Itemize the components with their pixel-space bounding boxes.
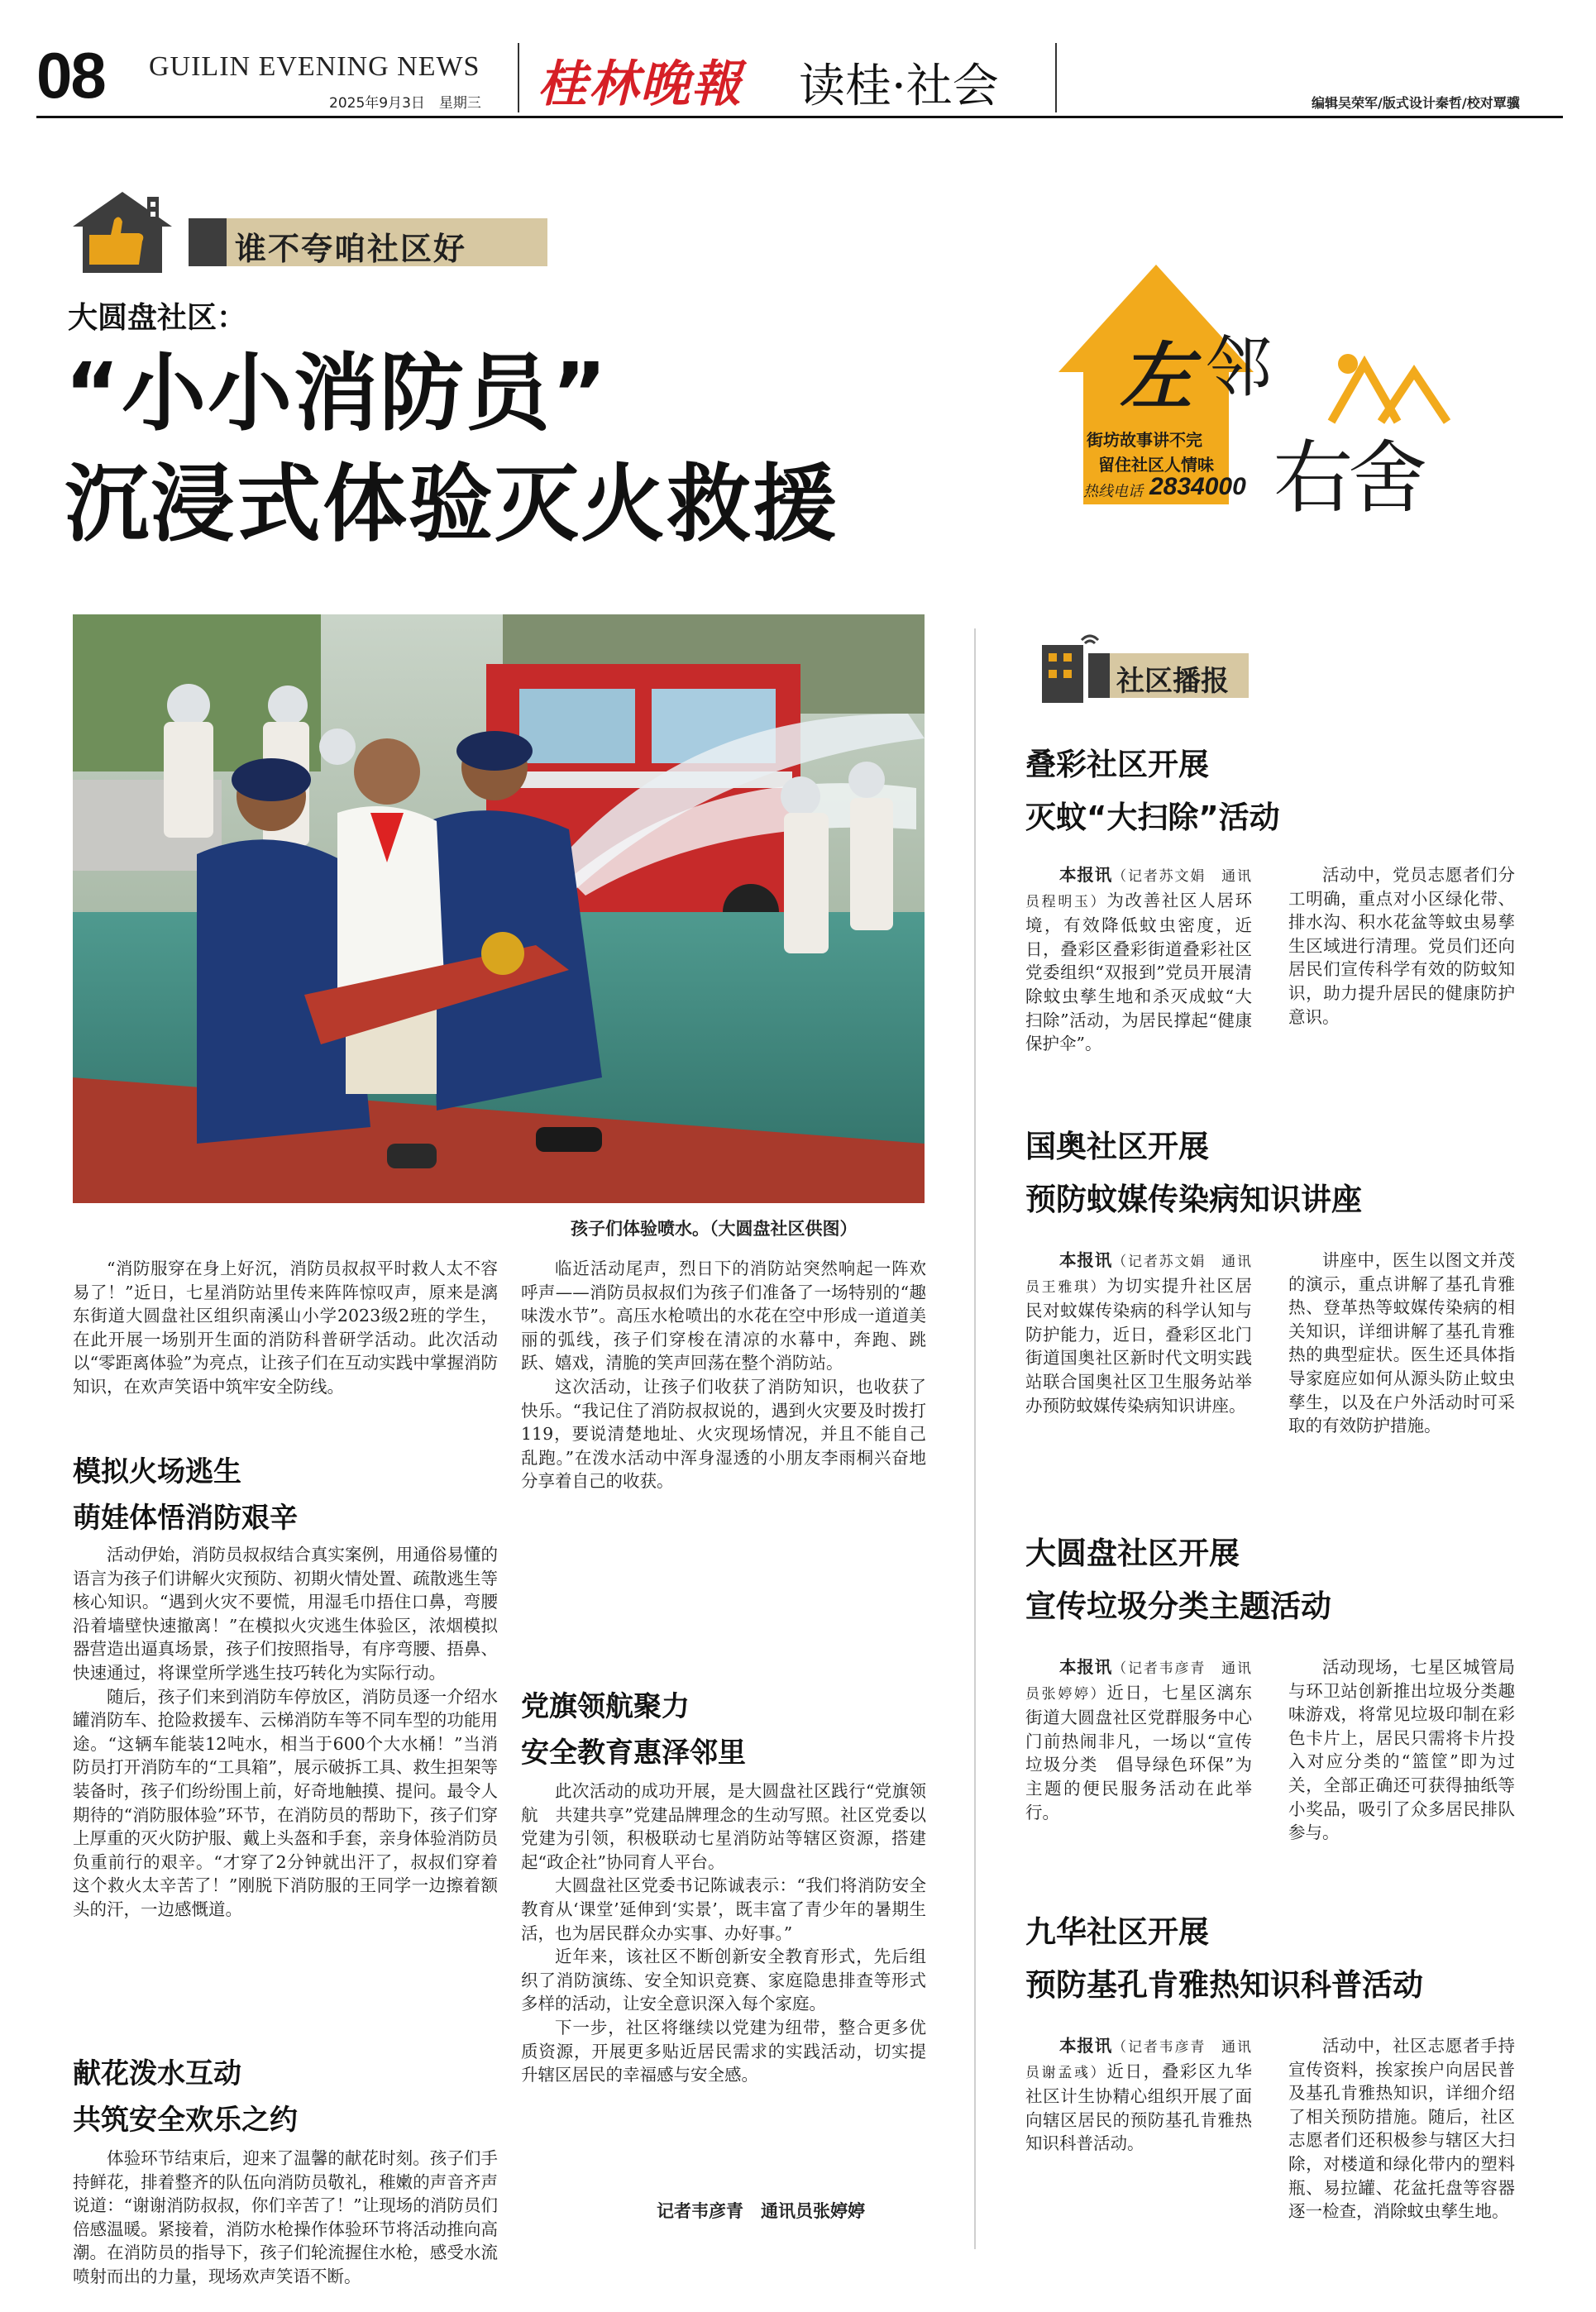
section1-body bbox=[73, 1543, 498, 1922]
news1-credit: （记者苏文娟 通讯员程明玉） bbox=[1025, 868, 1253, 910]
lead-paragraph: “消防服穿在身上好沉，消防员叔叔平时救人太不容易了！”近日，七星消防站里传来阵阵惊叹声，原来是漓东街道大圆盘社区组织南溪山小学2023级2班的学生，在此开展一场别开生面的消防科普研学活动。此次活动以“零距离体验”为亮点，让孩子们在互动实践中掌握消防知识，在欢声笑语中筑牢安全防线。 bbox=[73, 1259, 498, 1397]
article-lead bbox=[73, 1257, 498, 1399]
community-broadcast-banner bbox=[1034, 612, 1257, 703]
column-banner bbox=[65, 185, 495, 275]
news2-title-2: 预防蚊媒传染病知识讲座 bbox=[1025, 1182, 1362, 1217]
news4-body-col2 bbox=[1288, 2034, 1515, 2224]
banner-label: 社区播报 bbox=[1116, 665, 1229, 698]
photo-caption: 孩子们体验喷水。（大圆盘社区供图） bbox=[571, 1219, 858, 1239]
news1-body-col1 bbox=[1025, 863, 1252, 1056]
section3-title-1: 党旗领航聚力 bbox=[521, 1690, 690, 1723]
page-number: 08 bbox=[36, 39, 105, 112]
news4-text-a2: 活动中，社区志愿者手持宣传资料，挨家挨户向居民普及基孔肯雅热知识，详细介绍了相关预防措施。随后，社区志愿者们还积极参与辖区大扫除，对楼道和绿化带内的塑料瓶、易拉罐、花盆托盘等容器逐一检查，消除蚊虫孳生地。 bbox=[1288, 2036, 1515, 2222]
logo-tagline-2: 留住社区人情味 bbox=[1098, 455, 1214, 475]
section3-paragraph-4: 下一步，社区将继续以党建为纽带，整合更多优质资源，开展更多贴近居民需求的实践活动，切实提升辖区居民的幸福感与安全感。 bbox=[521, 2017, 926, 2085]
masthead-divider bbox=[518, 43, 519, 112]
logo-char-left: 左 bbox=[1120, 333, 1193, 419]
banner-label-accent bbox=[1088, 653, 1110, 698]
news3-text-a: 近日，七星区漓东街道大圆盘社区党群服务中心门前热闹非凡，一场以“宣传垃圾分类 倡导绿色环保”为主题的便民服务活动在此举行。 bbox=[1025, 1682, 1253, 1822]
section-name: 读桂·社会 bbox=[799, 60, 999, 113]
news4-credit: （记者韦彦青 通讯员谢孟彧） bbox=[1025, 2039, 1253, 2081]
logo-chars-right: 右舍 bbox=[1273, 432, 1422, 524]
section3-paragraph-2: 大圆盘社区党委书记陈诚表示：“我们将消防安全教育从‘课堂’延伸到‘实景’，既丰富了青少年的暑期生活，也为居民群众办实事、办好事。” bbox=[521, 1875, 926, 1943]
news1-title-2: 灭蚊“大扫除”活动 bbox=[1025, 800, 1280, 835]
news4-label: 本报讯 bbox=[1059, 2036, 1113, 2056]
neighbors-column-logo bbox=[1050, 256, 1480, 537]
column-divider bbox=[974, 628, 976, 2249]
news1-title-1: 叠彩社区开展 bbox=[1025, 747, 1209, 782]
news3-body-col2 bbox=[1288, 1655, 1515, 1845]
section1-title-2: 萌娃体悟消防艰辛 bbox=[73, 1502, 298, 1535]
news4-text-a: 近日，叠彩区九华社区计生协精心组织开展了面向辖区居民的预防基孔肯雅热知识科普活动。 bbox=[1025, 2061, 1253, 2154]
section1-paragraph-1: 活动伊始，消防员叔叔结合真实案例，用通俗易懂的语言为孩子们讲解火灾预防、初期火情处置、疏散逃生等核心知识。“遇到火灾不要慌，用湿毛巾捂住口鼻，弯腰沿着墙壁快速撤离！”在模拟火灾逃生体验区，浓烟模拟器营造出逼真场景，孩子们按照指导，有序弯腰、捂鼻、快速通过，将课堂所学逃生技巧转化为实际行动。 bbox=[73, 1545, 498, 1683]
section2-paragraph-3: 这次活动，让孩子们收获了消防知识，也收获了快乐。“我记住了消防叔叔说的，遇到火灾要及时拨打119，要说清楚地址、火灾现场情况，并且不能自己乱跑。”在泼水活动中浑身湿透的小朋友李雨桐兴奋地分享着自己的收获。 bbox=[521, 1376, 926, 1492]
news2-label: 本报讯 bbox=[1059, 1250, 1113, 1270]
news1-text-a: 为改善社区人居环境，有效降低蚊虫密度，近日，叠彩区叠彩街道叠彩社区党委组织“双报到”党员开展清除蚊虫孳生地和杀灭成蚊“大扫除”活动，为居民撑起“健康保护伞”。 bbox=[1025, 890, 1253, 1054]
masthead-rule bbox=[36, 116, 1563, 118]
logo-hotline-label: 热线电话 bbox=[1083, 483, 1143, 500]
house-thumbs-up-icon bbox=[65, 185, 189, 275]
section2-body-continued bbox=[521, 1257, 926, 1493]
article-byline: 记者韦彦青 通讯员张婷婷 bbox=[657, 2201, 865, 2221]
section3-body bbox=[521, 1779, 926, 2087]
section3-paragraph-1: 此次活动的成功开展，是大圆盘社区践行“党旗领航 共建共享”党建品牌理念的生动写照。社区党委以党建为引领，积极联动七星消防站等辖区资源，搭建起“政企社”协同育人平台。 bbox=[521, 1781, 926, 1872]
editor-credits: 编辑吴荣军/版式设计秦哲/校对覃骥 bbox=[1312, 95, 1520, 111]
news2-credit: （记者苏文娟 通讯员王雅琪） bbox=[1025, 1254, 1253, 1296]
news1-body-col2 bbox=[1288, 863, 1515, 1029]
headline-line-1: “小小消防员” bbox=[65, 345, 609, 443]
article-kicker: 大圆盘社区： bbox=[68, 301, 247, 335]
headline-line-2: 沉浸式体验灭火救援 bbox=[65, 456, 839, 554]
section1-title-1: 模拟火场逃生 bbox=[73, 1455, 241, 1488]
news3-title-1: 大圆盘社区开展 bbox=[1025, 1536, 1240, 1571]
news1-label: 本报讯 bbox=[1059, 865, 1113, 885]
section3-paragraph-3: 近年来，该社区不断创新安全教育形式，先后组织了消防演练、安全知识竞赛、家庭隐患排查等形式多样的活动，让安全意识深入每个家庭。 bbox=[521, 1947, 926, 2014]
section3-title-2: 安全教育惠泽邻里 bbox=[521, 1736, 746, 1770]
news3-text-a2: 活动现场，七星区城管局与环卫站创新推出垃圾分类趣味游戏，将常见垃圾印制在彩色卡片上，居民只需将卡片投入对应分类的“篮筐”即为过关，全部正确还可获得抽纸等小奖品，吸引了众多居民排队参与。 bbox=[1288, 1657, 1515, 1843]
news2-text-a2: 讲座中，医生以图文并茂的演示，重点讲解了基孔肯雅热、登革热等蚊媒传染病的相关知识，详细讲解了基孔肯雅热的典型症状。医生还具体指导家庭应如何从源头防止蚊虫孳生，以及在户外活动时可采取的有效防护措施。 bbox=[1288, 1250, 1515, 1436]
section2-title-1: 献花泼水互动 bbox=[73, 2057, 241, 2090]
news4-title-2: 预防基孔肯雅热知识科普活动 bbox=[1025, 1967, 1423, 2003]
news3-label: 本报讯 bbox=[1059, 1657, 1113, 1677]
logo-tagline-1: 街坊故事讲不完 bbox=[1087, 430, 1202, 450]
article-headline bbox=[65, 339, 839, 561]
news2-title-1: 国奥社区开展 bbox=[1025, 1129, 1209, 1164]
column-label-accent bbox=[189, 218, 227, 266]
section2-body-start bbox=[73, 2147, 498, 2286]
issue-date: 2025年9月3日 星期三 bbox=[329, 95, 481, 112]
section2-title-2: 共筑安全欢乐之约 bbox=[73, 2104, 298, 2137]
section2-paragraph-1: 体验环节结束后，迎来了温馨的献花时刻。孩子们手持鲜花，排着整齐的队伍向消防员敬礼，稚嫩的声音齐声说道：“谢谢消防叔叔，你们辛苦了！”让现场的消防员们倍感温暖。紧接着，消防水枪操作体验环节将活动推向高潮。在消防员的指导下，孩子们轮流握住水枪，感受水流喷射而出的力量，现场欢声笑语不断。 bbox=[73, 2148, 498, 2286]
publication-english-name: GUILIN EVENING NEWS bbox=[149, 51, 480, 82]
masthead-divider bbox=[1055, 43, 1057, 112]
masthead bbox=[0, 0, 1596, 124]
news4-body-col1 bbox=[1025, 2034, 1252, 2156]
news2-body-col2 bbox=[1288, 1249, 1515, 1438]
section2-paragraph-2: 临近活动尾声，烈日下的消防站突然响起一阵欢呼声——消防员叔叔们为孩子们准备了一场特别的“趣味泼水节”。高压水枪喷出的水花在空中形成一道道美丽的弧线，孩子们穿梭在清凉的水幕中，奔跑、跳跃、嬉戏，清脆的笑声回荡在整个消防站。 bbox=[521, 1259, 926, 1373]
logo-char-neighbor: 邻 bbox=[1206, 329, 1272, 406]
news2-text-a: 为切实提升社区居民对蚊媒传染病的科学认知与防护能力，近日，叠彩区北门街道国奥社区新时代文明实践站联合国奥社区卫生服务站举办预防蚊媒传染病知识讲座。 bbox=[1025, 1275, 1253, 1416]
section1-paragraph-2: 随后，孩子们来到消防车停放区，消防员逐一介绍水罐消防车、抢险救援车、云梯消防车等不同车型的功能用途。“这辆车能装12吨水，相当于600个大水桶！”当消防员打开消防车的“工具箱”，展示破拆工具、救生担架等装备时，孩子们纷纷围上前，好奇地触摸、提问。最令人期待的“消防服体验”环节，在消防员的帮助下，孩子们穿上厚重的灭火防护服、戴上头盔和手套，亲身体验消防员负重前行的艰辛。“才穿了2分钟就出汗了，叔叔们穿着这个救火太辛苦了！”刚脱下消防服的王同学一边擦着额头的汗，一边感慨道。 bbox=[73, 1686, 498, 1919]
column-label: 谁不夸咱社区好 bbox=[235, 231, 467, 267]
news4-title-1: 九华社区开展 bbox=[1025, 1914, 1209, 1950]
firefighters-with-children-photo bbox=[73, 614, 925, 1203]
newspaper-brand-logo: 桂林晚報 bbox=[538, 55, 743, 113]
news3-body-col1 bbox=[1025, 1655, 1252, 1824]
news2-body-col1 bbox=[1025, 1249, 1252, 1417]
news1-text-b: 活动中，党员志愿者们分工明确，重点对小区绿化带、排水沟、积水花盆等蚊虫易孳生区域进行清理。党员们还向居民们宣传科学有效的防蚊知识，助力提升居民的健康防护意识。 bbox=[1288, 865, 1515, 1027]
article-photo bbox=[73, 614, 925, 1203]
logo-hotline-number: 2834000 bbox=[1149, 473, 1246, 500]
news3-credit: （记者韦彦青 通讯员张婷婷） bbox=[1025, 1660, 1253, 1703]
news3-title-2: 宣传垃圾分类主题活动 bbox=[1025, 1588, 1331, 1624]
